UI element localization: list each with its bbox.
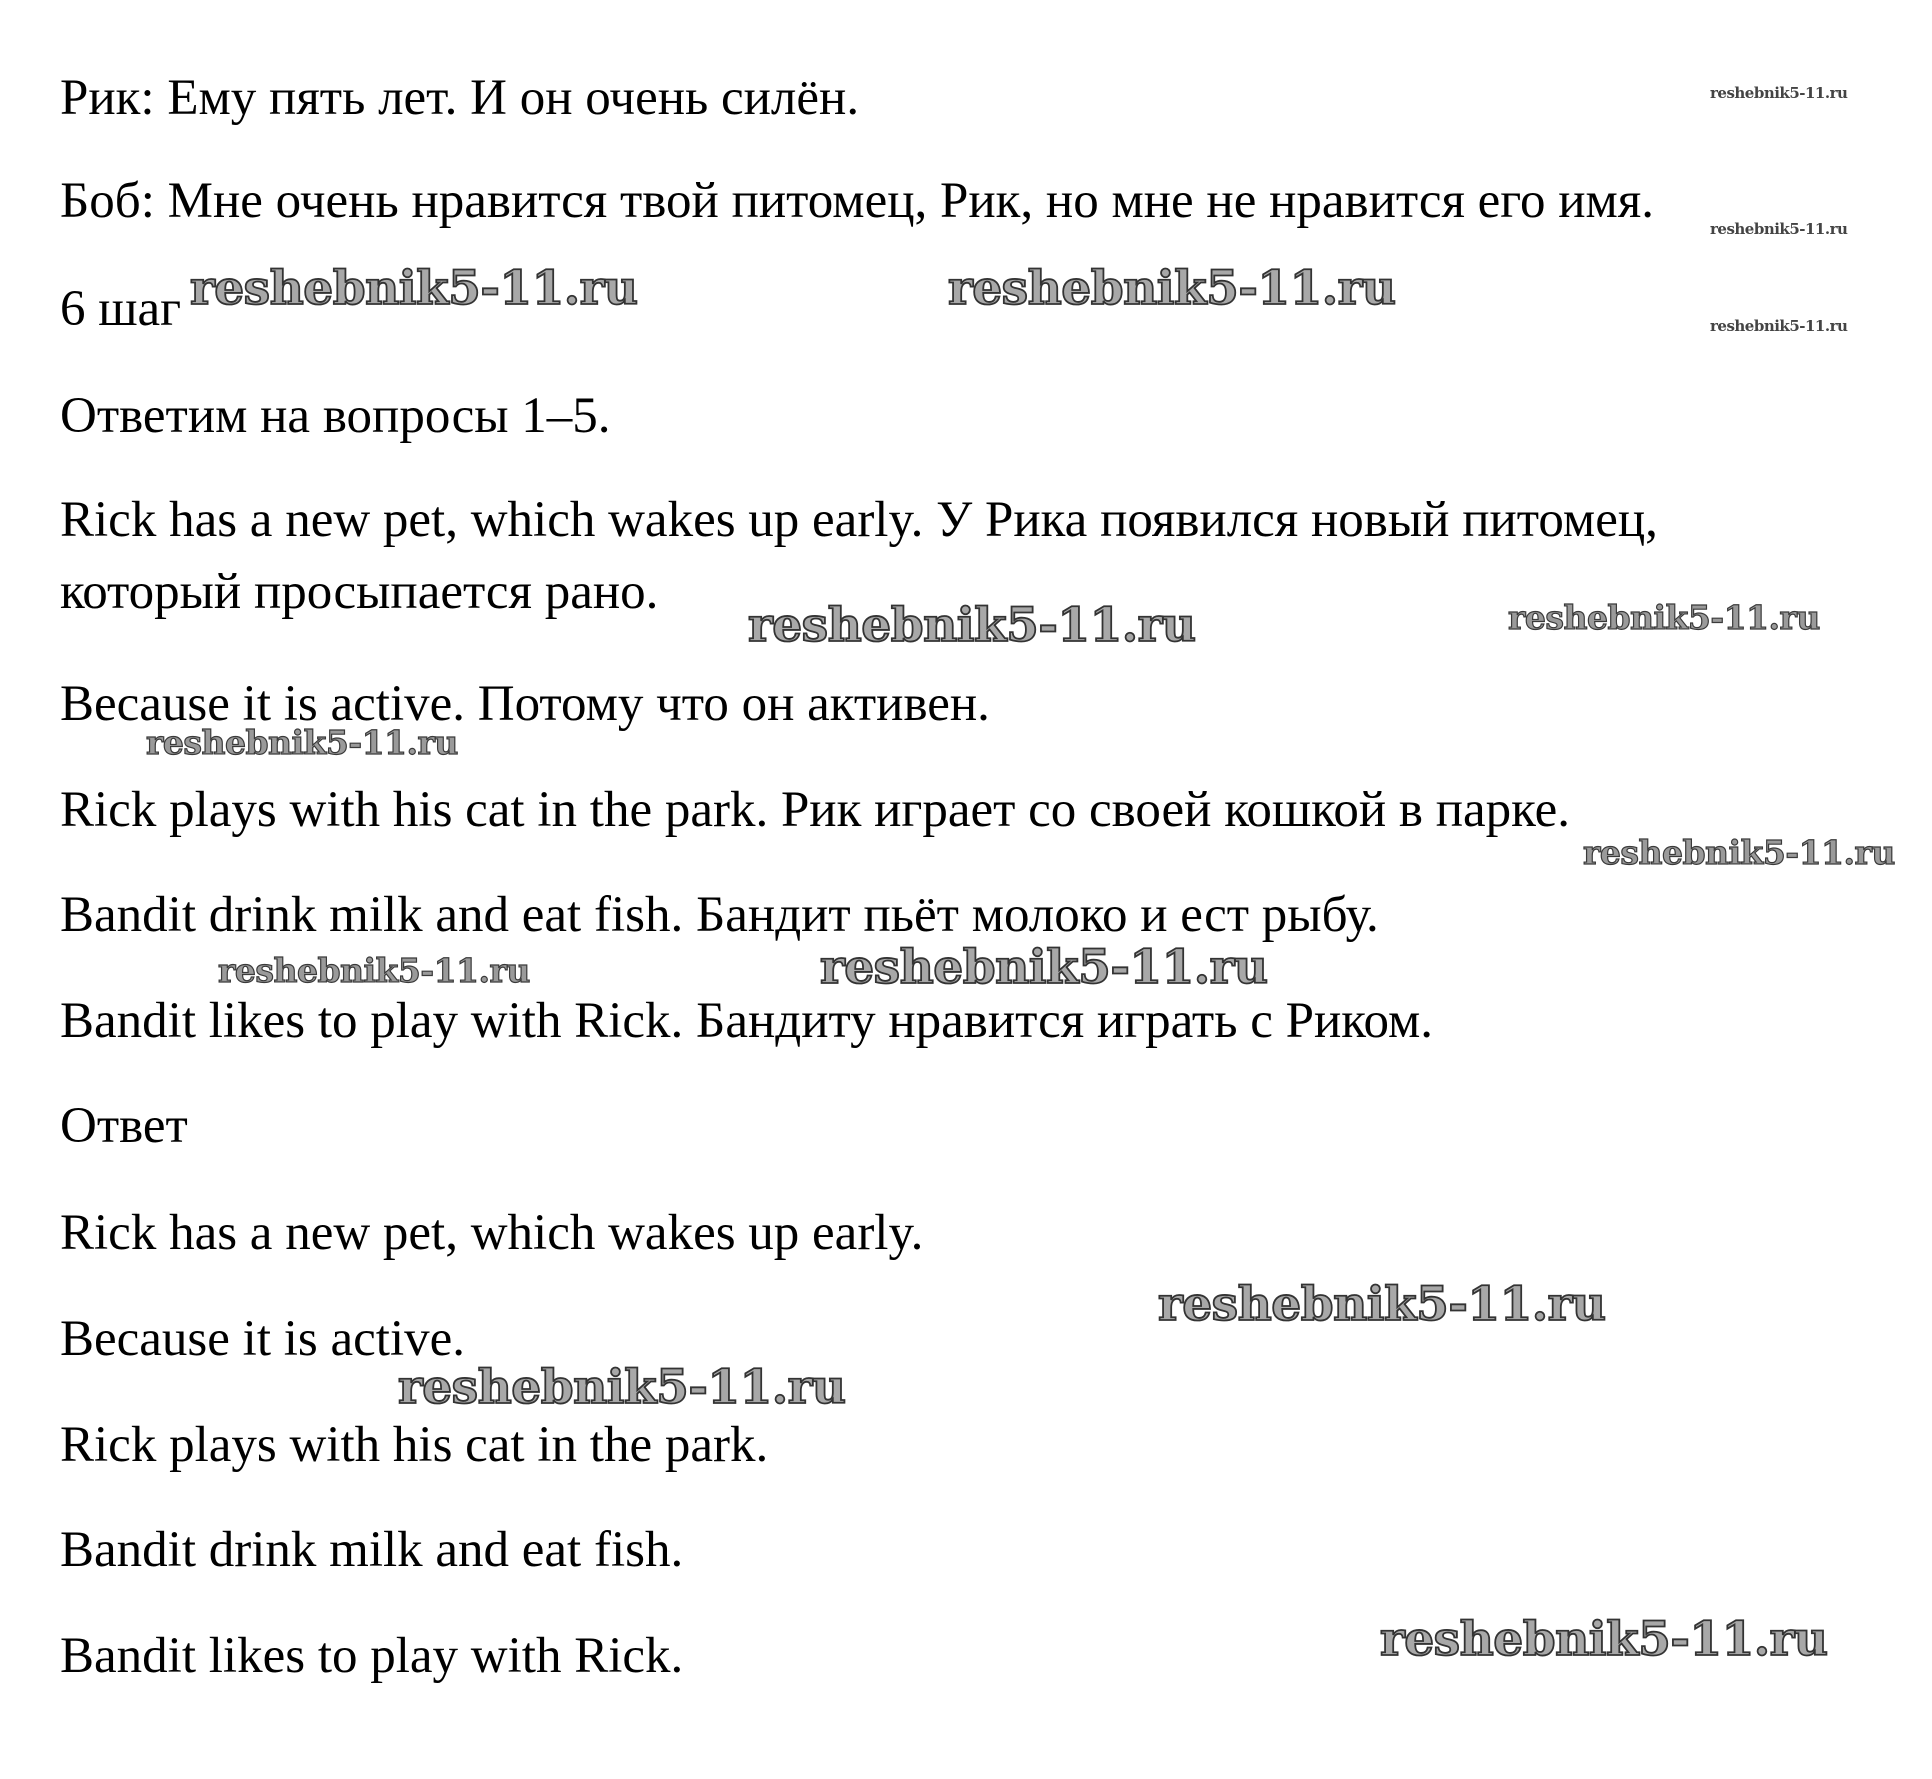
watermark: reshebnik5-11.ru bbox=[1158, 1277, 1606, 1332]
text-line: Ответим на вопросы 1–5. bbox=[60, 388, 611, 444]
watermark: reshebnik5-11.ru bbox=[146, 723, 458, 762]
text-line: 6 шаг bbox=[60, 281, 182, 337]
watermark: reshebnik5-11.ru bbox=[1710, 317, 1848, 335]
text-line: Because it is active. bbox=[60, 1311, 466, 1367]
watermark: reshebnik5-11.ru bbox=[948, 261, 1396, 316]
watermark: reshebnik5-11.ru bbox=[820, 940, 1268, 995]
text-line: Because it is active. Потому что он активен. bbox=[60, 676, 990, 732]
watermark: reshebnik5-11.ru bbox=[218, 951, 530, 990]
watermark: reshebnik5-11.ru bbox=[1380, 1612, 1828, 1667]
watermark: reshebnik5-11.ru bbox=[1710, 220, 1848, 238]
text-line: Ответ bbox=[60, 1098, 188, 1154]
watermark: reshebnik5-11.ru bbox=[748, 598, 1196, 653]
text-line: Rick plays with his cat in the park. Рик играет со своей кошкой в парке. bbox=[60, 782, 1571, 838]
watermark: reshebnik5-11.ru bbox=[1508, 598, 1820, 637]
text-line: Rick has a new pet, which wakes up early. bbox=[60, 1205, 924, 1261]
text-line: Rick has a new pet, which wakes up early. У Рика появился новый питомец, bbox=[60, 492, 1658, 548]
text-line: Bandit likes to play with Rick. bbox=[60, 1628, 684, 1684]
watermark: reshebnik5-11.ru bbox=[190, 261, 638, 316]
text-line: Боб: Мне очень нравится твой питомец, Рик, но мне не нравится его имя. bbox=[60, 173, 1654, 229]
text-line: Bandit drink milk and eat fish. Бандит пьёт молоко и ест рыбу. bbox=[60, 887, 1379, 943]
watermark: reshebnik5-11.ru bbox=[1583, 833, 1895, 872]
text-line: Bandit likes to play with Rick. Бандиту нравится играть с Риком. bbox=[60, 993, 1434, 1049]
text-line: Rick plays with his cat in the park. bbox=[60, 1417, 769, 1473]
text-line: который просыпается рано. bbox=[60, 564, 659, 620]
text-line: Bandit drink milk and eat fish. bbox=[60, 1522, 684, 1578]
watermark: reshebnik5-11.ru bbox=[1710, 84, 1848, 102]
text-line: Рик: Ему пять лет. И он очень силён. bbox=[60, 70, 860, 126]
watermark: reshebnik5-11.ru bbox=[398, 1360, 846, 1415]
